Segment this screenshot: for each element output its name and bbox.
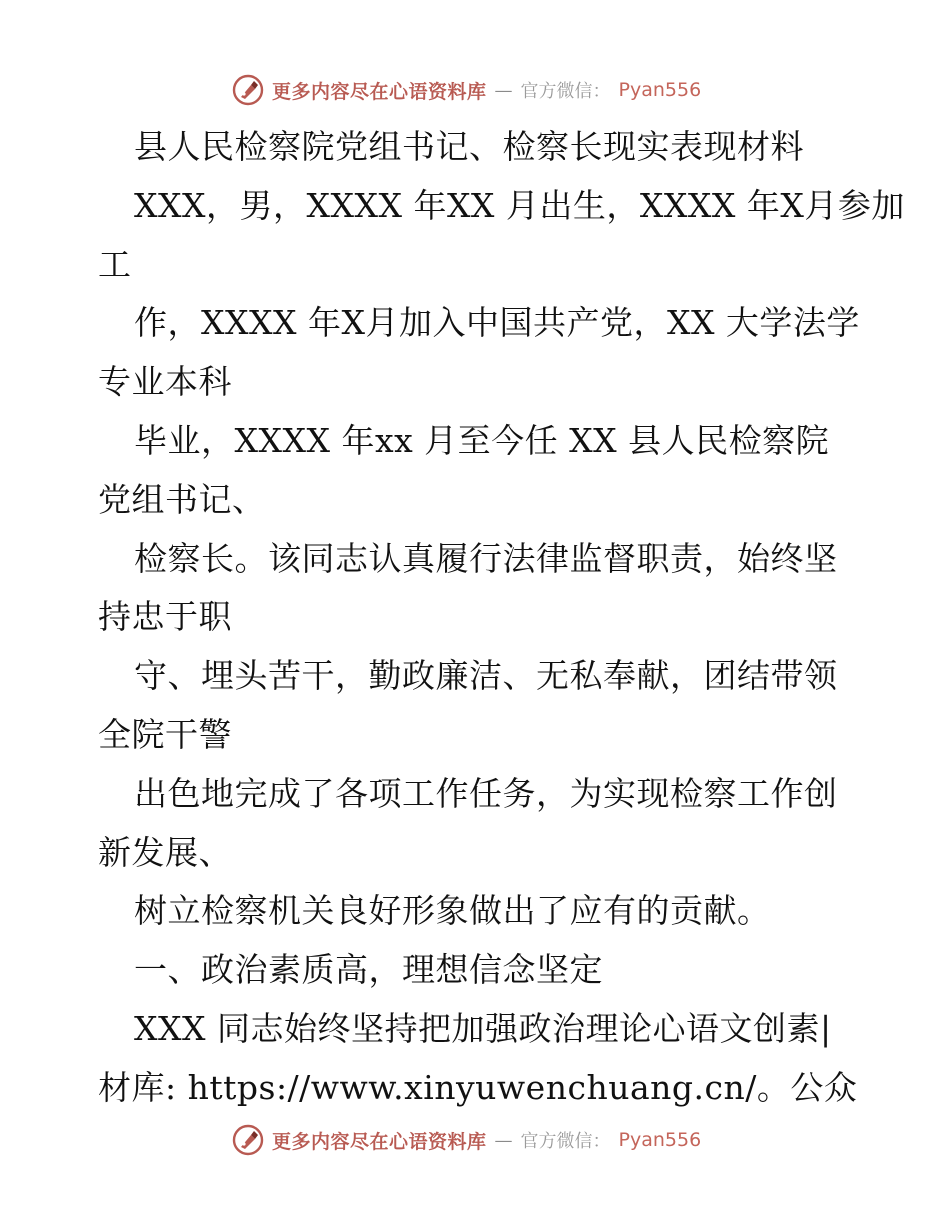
watermark-footer xyxy=(232,1120,752,1160)
text-line: 工 xyxy=(98,244,132,284)
document-title: 县人民检察院党组书记、检察长现实表现材料 xyxy=(134,127,804,166)
text-line: 专业本科 xyxy=(98,362,232,402)
pen-nib-logo-icon xyxy=(232,1124,264,1156)
watermark-main-text: 更多内容尽在心语资料库 xyxy=(272,1130,487,1153)
text-line: XXX 同志始终坚持把加强政治理论心语文创素| xyxy=(134,1008,832,1048)
document-body xyxy=(98,118,905,1118)
watermark-separator: — xyxy=(494,79,513,101)
text-line: 守、埋头苦干，勤政廉洁、无私奉献，团结带领 xyxy=(134,656,838,696)
text-line: 持忠于职 xyxy=(98,597,232,637)
watermark-main-text: 更多内容尽在心语资料库 xyxy=(272,80,487,103)
text-line: 作，XXXX 年X月加入中国共产党，XX 大学法学 xyxy=(134,303,860,343)
text-line: 树立检察机关良好形象做出了应有的贡献。 xyxy=(134,891,771,931)
pen-nib-logo-icon xyxy=(232,74,264,106)
text-line: 毕业，XXXX 年xx 月至今任 XX 县人民检察院 xyxy=(134,420,830,460)
text-line: 党组书记、 xyxy=(98,479,266,519)
watermark-wechat-id: Pyan556 xyxy=(618,79,702,101)
text-line: 新发展、 xyxy=(98,832,232,872)
watermark-wechat-id: Pyan556 xyxy=(618,1129,702,1151)
watermark-wechat-label: 官方微信： xyxy=(520,1131,611,1152)
text-line: XXX，男，XXXX 年XX 月出生，XXXX 年X月参加 xyxy=(134,185,905,225)
section-heading: 一、政治素质高，理想信念坚定 xyxy=(134,950,603,990)
text-line: 检察长。该同志认真履行法律监督职责，始终坚 xyxy=(134,538,838,578)
watermark-separator: — xyxy=(494,1129,513,1151)
watermark-header xyxy=(232,70,752,110)
text-line: 出色地完成了各项工作任务，为实现检察工作创 xyxy=(134,773,838,813)
watermark-wechat-label: 官方微信： xyxy=(520,81,611,102)
text-line: 全院干警 xyxy=(98,714,232,754)
text-line: 材库: https://www.xinyuwenchuang.cn/。公众 xyxy=(98,1067,858,1107)
